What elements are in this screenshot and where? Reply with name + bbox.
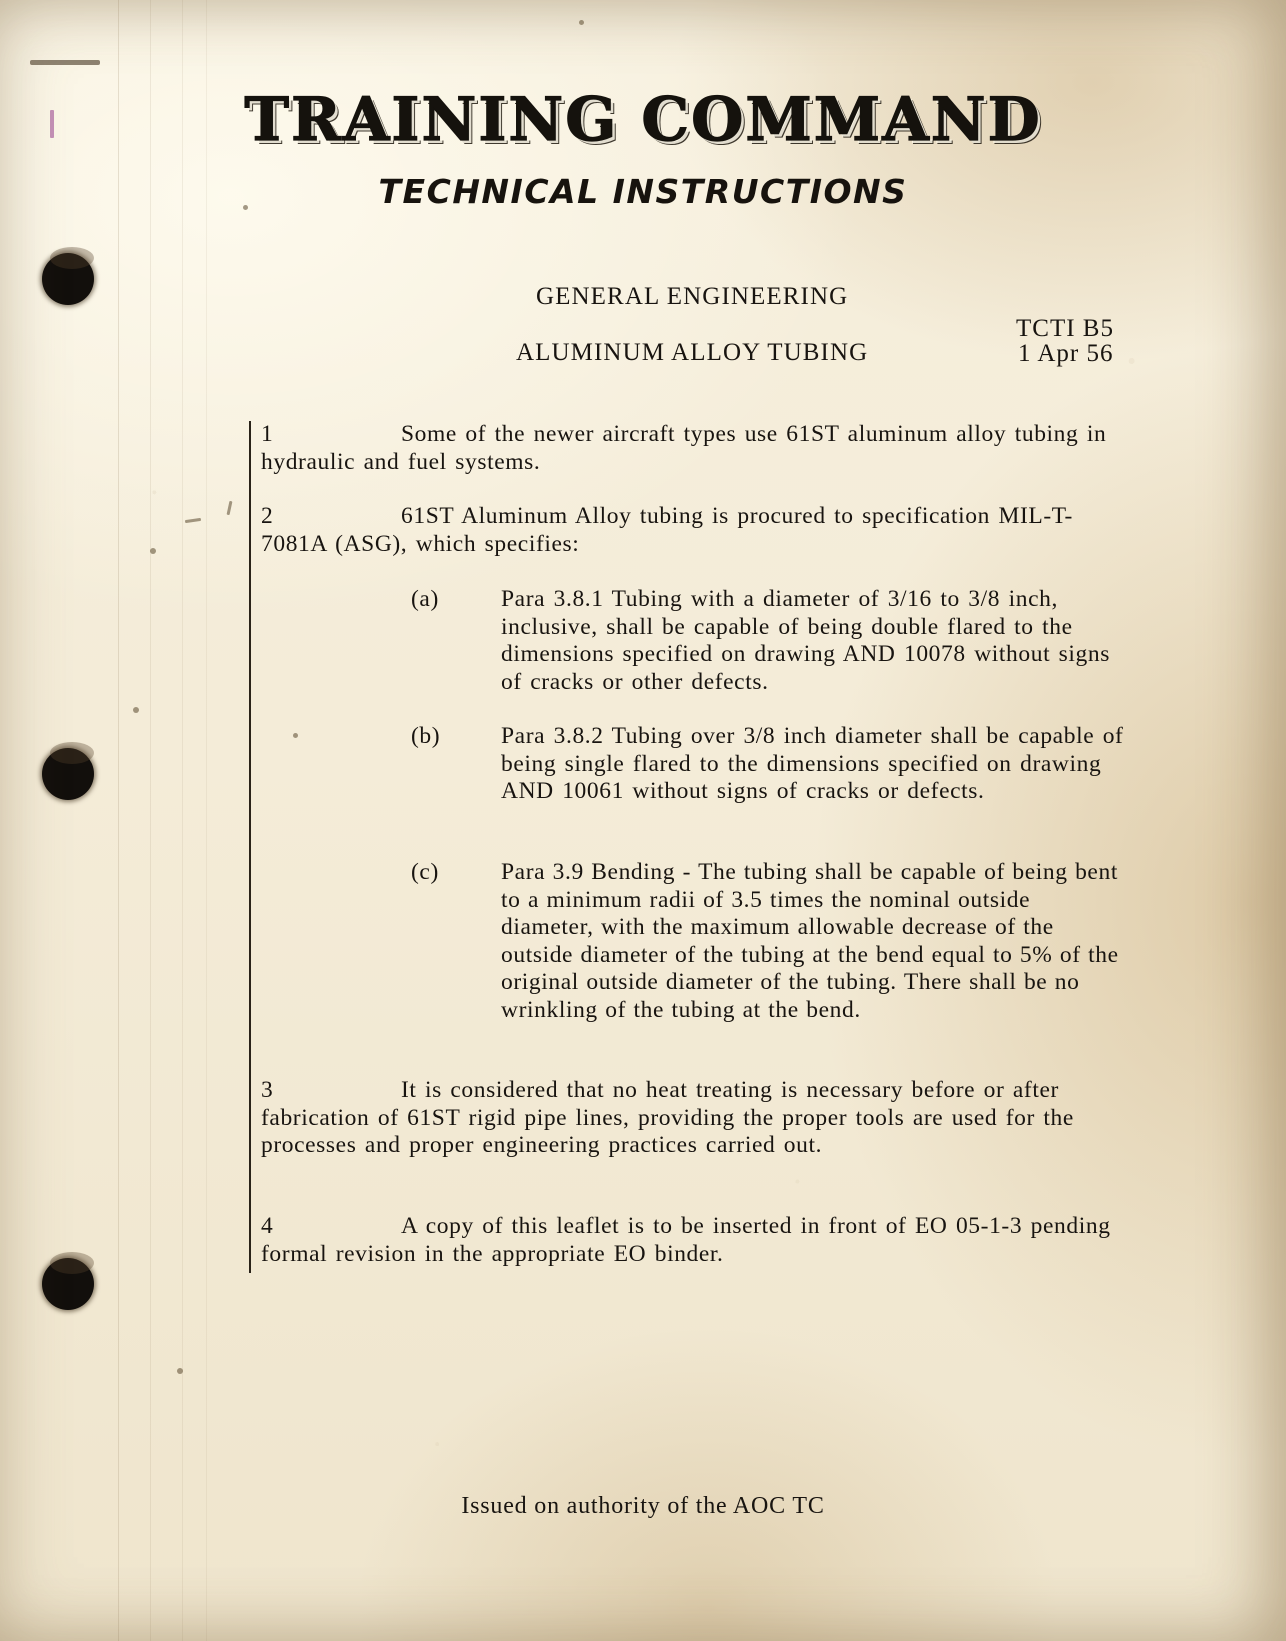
subparagraph-a [411,586,1131,696]
paragraph-3-text: It is considered that no heat treating is necessary before or after fabrication of 61ST rigid pipe lines, providing the proper tools are used for the processes and proper engineering practices carried out. [261,1077,1074,1158]
subparagraph-a-text: Para 3.8.1 Tubing with a diameter of 3/16 to 3/8 inch, inclusive, shall be capable of being double flared to the dimensions specified on drawing AND 10078 without signs of cracks or other defects. [501,586,1111,695]
margin-rule [249,421,251,1273]
paragraph-3 [261,1077,1123,1160]
subparagraph-c [411,859,1131,1024]
paragraph-1-number: 1 [261,421,274,447]
paragraph-2-text: 61ST Aluminum Alloy tubing is procured to specification MIL-T-7081A (ASG), which specifies: [261,503,1073,557]
paragraph-2 [261,503,1123,558]
subject-heading: ALUMINUM ALLOY TUBING [516,339,869,366]
subparagraph-c-text: Para 3.9 Bending - The tubing shall be capable of being bent to a minimum radii of 3.5 times the nominal outside diameter, with the maximum allowable decrease of the outside diameter of the tubing at the bend equal to 5% of the original outside diameter of the tubing. There shall be no wrinkling of the tubing at the bend. [501,859,1119,1023]
subparagraph-b-text: Para 3.8.2 Tubing over 3/8 inch diameter shall be capable of being single flared to the dimensions specified on drawing AND 10061 without signs of cracks or defects. [501,723,1124,804]
paragraph-3-number: 3 [261,1077,274,1103]
document-title: TRAINING COMMAND [244,85,1042,155]
document-id: TCTI B5 [1016,315,1114,342]
subparagraph-a-label: (a) [411,586,439,612]
paragraph-1-text: Some of the newer aircraft types use 61ST aluminum alloy tubing in hydraulic and fuel systems. [261,421,1107,475]
paragraph-4-number: 4 [261,1213,274,1239]
paragraph-1 [261,421,1123,476]
subparagraph-b [411,723,1131,806]
paragraph-4 [261,1213,1123,1268]
document-date: 1 Apr 56 [1018,340,1114,367]
subparagraph-b-label: (b) [411,723,441,749]
subparagraph-c-label: (c) [411,859,439,885]
paragraph-2-number: 2 [261,503,274,529]
paragraph-4-text: A copy of this leaflet is to be inserted in front of EO 05-1-3 pending formal revision in the appropriate EO binder. [261,1213,1111,1267]
document-footer: Issued on authority of the AOC TC [461,1493,825,1519]
department-heading: GENERAL ENGINEERING [536,283,849,310]
document-subtitle: TECHNICAL INSTRUCTIONS [378,172,908,211]
